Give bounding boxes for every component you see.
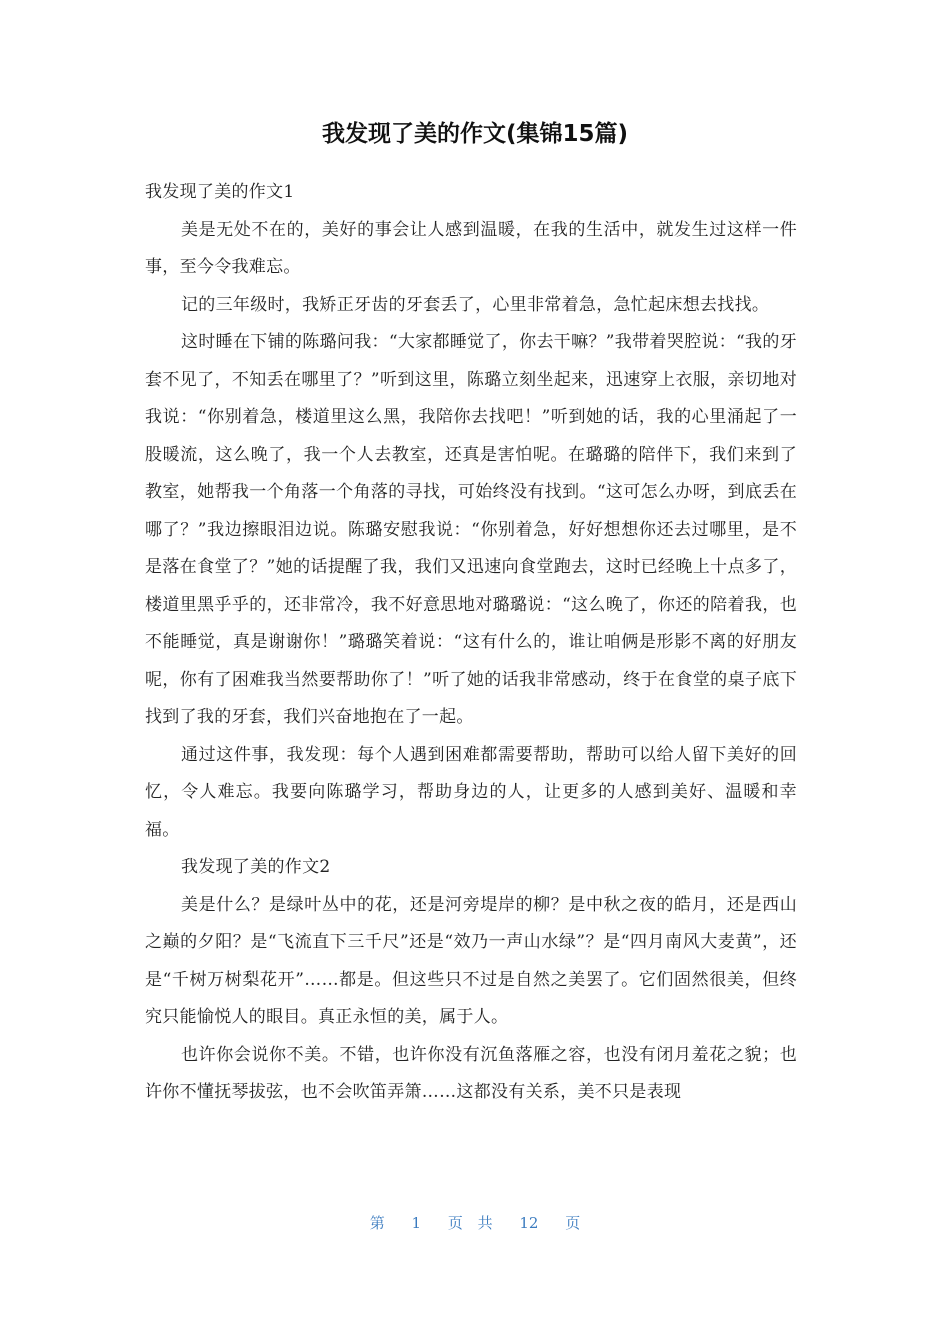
paragraph-heading-1: 我发现了美的作文1 — [145, 182, 295, 202]
footer-label-end: 页 — [565, 1214, 581, 1232]
page-footer — [0, 1210, 950, 1236]
page-title: 我发现了美的作文(集锦15篇) — [321, 121, 629, 147]
paragraph: 这时睡在下铺的陈璐问我：“大家都睡觉了，你去干嘛？”我带着哭腔说：“我的牙套不见了，不知丢在哪里了？”听到这里，陈璐立刻坐起来，迅速穿上衣服，亲切地对我说：“你别着急，楼道里这么黑，我陪你去找吧！”听到她的话，我的心里涌起了一股暖流，这么晚了，我一个人去教室，还真是害怕呢。在璐璐的陪伴下，我们来到了教室，她帮我一个角落一个角落的寻找，可始终没有找到。“这可怎么办呀，到底丢在哪了？”我边擦眼泪边说。陈璐安慰我说：“你别着急，好好想想你还去过哪里，是不是落在食堂了？”她的话提醒了我，我们又迅速向食堂跑去，这时已经晚上十点多了，楼道里黑乎乎的，还非常冷，我不好意思地对璐璐说：“这么晚了，你还的陪着我，也不能睡觉，真是谢谢你！”璐璐笑着说：“这有什么的，谁让咱俩是形影不离的好朋友呢，你有了困难我当然要帮助你了！”听了她的话我非常感动，终于在食堂的桌子底下找到了我的牙套，我们兴奋地抱在了一起。 — [145, 332, 797, 727]
footer-label-of: 页 共 — [447, 1214, 493, 1232]
document-body — [145, 174, 797, 1112]
paragraph: 通过这件事，我发现：每个人遇到困难都需要帮助，帮助可以给人留下美好的回忆，令人难忘。我要向陈璐学习，帮助身边的人，让更多的人感到美好、温暖和幸福。 — [145, 744, 797, 840]
paragraph: 也许你会说你不美。不错，也许你没有沉鱼落雁之容，也没有闭月羞花之貌；也许你不懂抚琴拔弦，也不会吹笛弄箫……这都没有关系，美不只是表现 — [145, 1044, 797, 1102]
paragraph: 美是什么？是绿叶丛中的花，还是河旁堤岸的柳？是中秋之夜的皓月，还是西山之巅的夕阳？是“飞流直下三千尺”还是“效乃一声山水绿”？是“四月南风大麦黄”，还是“千树万树梨花开”……都是。但这些只不过是自然之美罢了。它们固然很美，但终究只能愉悦人的眼目。真正永恒的美，属于人。 — [145, 894, 797, 1027]
paragraph: 记的三年级时，我矫正牙齿的牙套丢了，心里非常着急，急忙起床想去找找。 — [181, 294, 770, 315]
footer-label-page: 第 — [369, 1214, 385, 1232]
paragraph-heading-2: 我发现了美的作文2 — [181, 857, 331, 877]
footer-total-pages: 12 — [519, 1214, 539, 1232]
paragraph: 美是无处不在的，美好的事会让人感到温暖，在我的生活中，就发生过这样一件事，至今令我难忘。 — [145, 219, 797, 277]
footer-page-number: 1 — [411, 1214, 422, 1232]
